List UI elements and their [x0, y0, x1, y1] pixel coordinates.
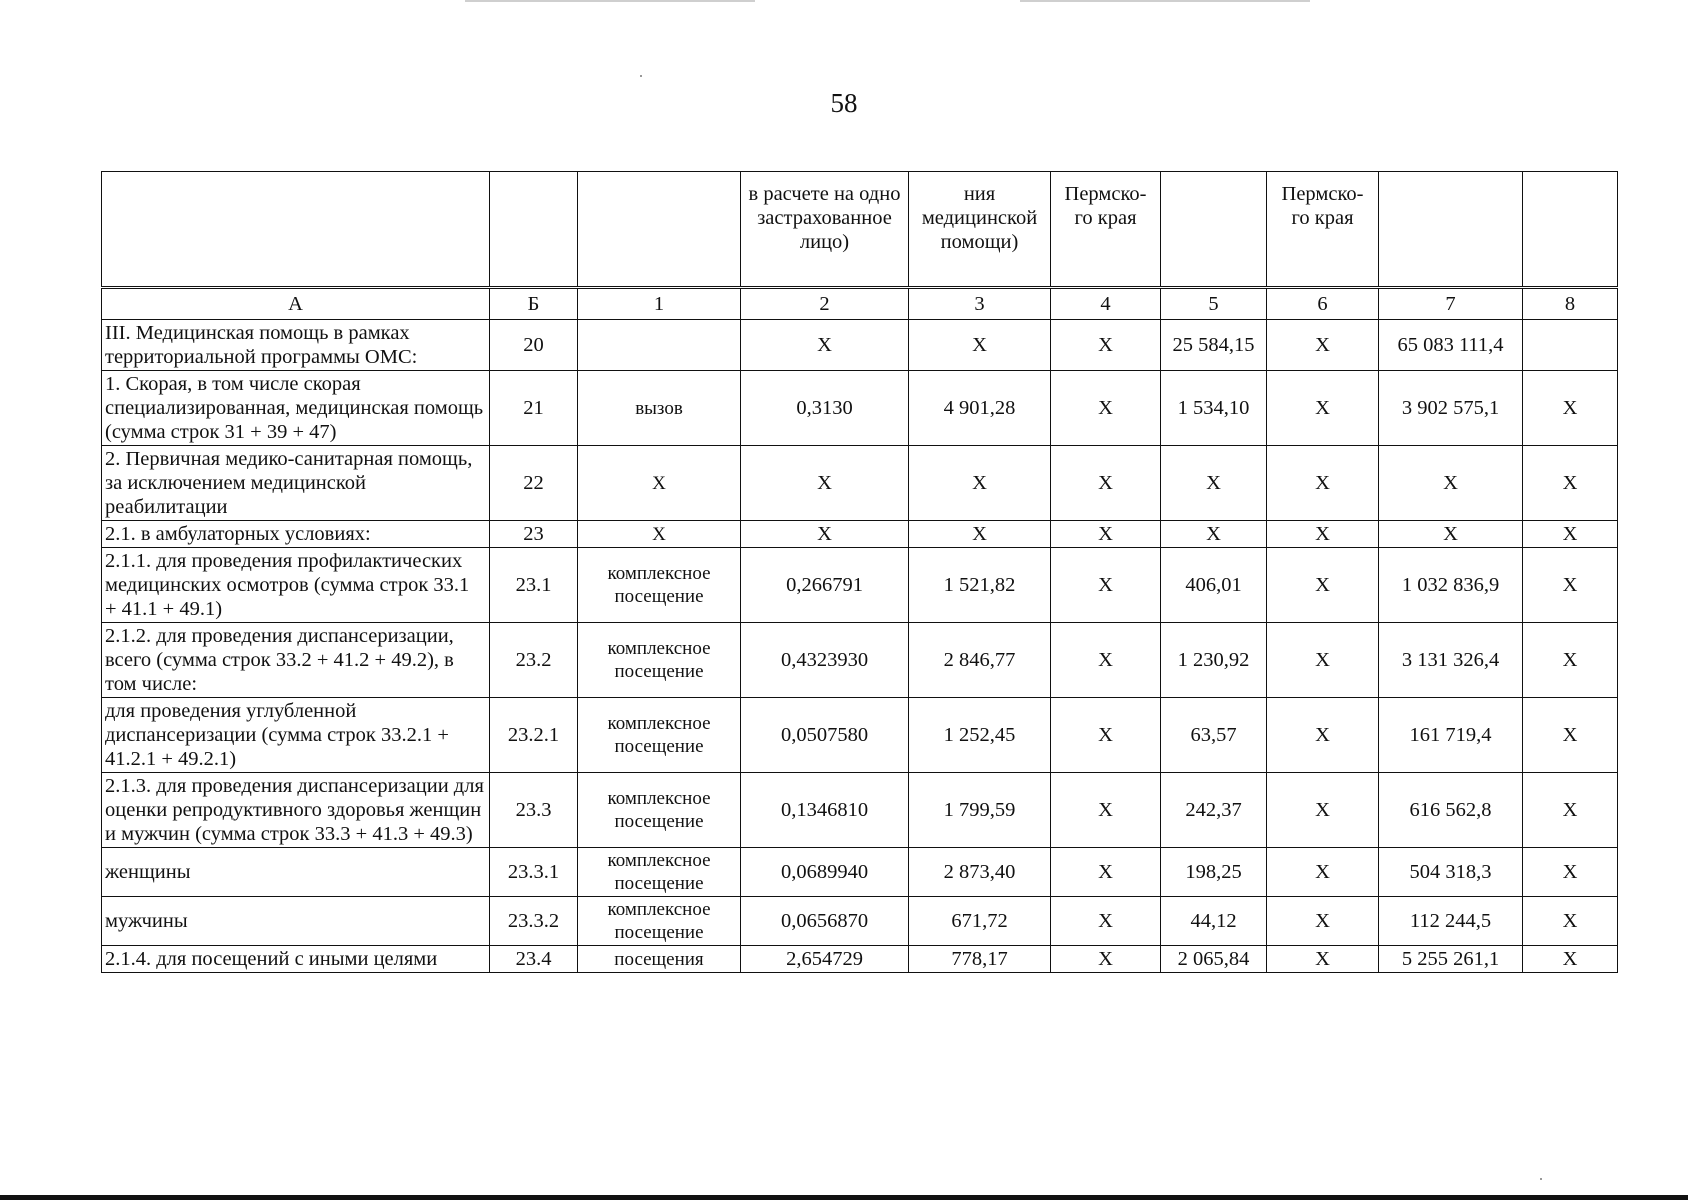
cell-col-2: 0,4323930 — [741, 623, 909, 698]
cell-col-6: X — [1267, 773, 1379, 848]
cell-col-2: 0,0507580 — [741, 698, 909, 773]
cell-col-8: X — [1523, 446, 1618, 521]
table-row — [102, 521, 1618, 548]
cell-unit: вызов — [578, 371, 741, 446]
cell-col-8: 8 — [1523, 288, 1618, 320]
cell-unit: комплексное посещение — [578, 897, 741, 946]
cell-col-7: 65 083 111,4 — [1379, 320, 1523, 371]
cell-col-2: 2 — [741, 288, 909, 320]
cell-unit: комплексное посещение — [578, 698, 741, 773]
scan-bottom-edge — [0, 1195, 1688, 1200]
cell-col-4: X — [1051, 698, 1161, 773]
cell-line-number: 23.3 — [490, 773, 578, 848]
cell-col-6: X — [1267, 548, 1379, 623]
cell-col-3: X — [909, 446, 1051, 521]
scan-speck — [640, 75, 642, 77]
cell-col-6: X — [1267, 897, 1379, 946]
cell-col-7: 5 255 261,1 — [1379, 946, 1523, 973]
scan-speck — [1540, 1178, 1542, 1180]
cell-col-4: X — [1051, 946, 1161, 973]
cell-name: 2.1. в амбулаторных условиях: — [102, 521, 490, 548]
cell-col-4: X — [1051, 773, 1161, 848]
cell-col-6: X — [1267, 320, 1379, 371]
cell-name: А — [102, 288, 490, 320]
cell-col-3: X — [909, 320, 1051, 371]
cell-line-number: 23.4 — [490, 946, 578, 973]
cell-col-2: X — [741, 521, 909, 548]
table-row — [102, 446, 1618, 521]
cell-name: 2.1.4. для посещений с иными целями — [102, 946, 490, 973]
cell-col-2: 0,3130 — [741, 371, 909, 446]
cell-name: 1. Скорая, в том числе скорая специализированная, медицинская помощь (сумма строк 31 + 39 + 47) — [102, 371, 490, 446]
cell-col-5: X — [1161, 521, 1267, 548]
cell-col-2: 0,0656870 — [741, 897, 909, 946]
cell-col-7: 3 131 326,4 — [1379, 623, 1523, 698]
cell-name: мужчины — [102, 897, 490, 946]
cell-col-2: в расчете на одно застрахованное лицо) — [741, 172, 909, 288]
cell-col-2: 0,266791 — [741, 548, 909, 623]
cell-line-number: 22 — [490, 446, 578, 521]
cell-unit: комплексное посещение — [578, 848, 741, 897]
cell-unit: X — [578, 446, 741, 521]
cell-name: 2.1.1. для проведения профилактических медицинских осмотров (сумма строк 33.1 + 41.1 + 49.1) — [102, 548, 490, 623]
cell-name: для проведения углубленной диспансеризации (сумма строк 33.2.1 + 41.2.1 + 49.2.1) — [102, 698, 490, 773]
cell-col-6: 6 — [1267, 288, 1379, 320]
cell-line-number: 23.3.2 — [490, 897, 578, 946]
cell-col-5: 406,01 — [1161, 548, 1267, 623]
table-row — [102, 320, 1618, 371]
cell-col-7 — [1379, 172, 1523, 288]
cell-col-6: Пермско- го края — [1267, 172, 1379, 288]
cell-col-5: 198,25 — [1161, 848, 1267, 897]
cell-col-7: X — [1379, 446, 1523, 521]
cell-col-8 — [1523, 172, 1618, 288]
cell-col-5: 63,57 — [1161, 698, 1267, 773]
cell-unit: комплексное посещение — [578, 623, 741, 698]
cell-col-8: X — [1523, 548, 1618, 623]
cell-col-8: X — [1523, 897, 1618, 946]
cell-col-3: 3 — [909, 288, 1051, 320]
cell-col-7: 112 244,5 — [1379, 897, 1523, 946]
cell-unit: 1 — [578, 288, 741, 320]
cell-col-2: 0,1346810 — [741, 773, 909, 848]
cell-col-8: X — [1523, 521, 1618, 548]
cell-col-3: 671,72 — [909, 897, 1051, 946]
cell-col-7: 161 719,4 — [1379, 698, 1523, 773]
cell-line-number: 23.3.1 — [490, 848, 578, 897]
cell-col-7: 1 032 836,9 — [1379, 548, 1523, 623]
table-row — [102, 548, 1618, 623]
cell-col-4: X — [1051, 623, 1161, 698]
cell-col-6: X — [1267, 698, 1379, 773]
cell-col-3: ния медицинской помощи) — [909, 172, 1051, 288]
cell-line-number: 23 — [490, 521, 578, 548]
cell-col-4: X — [1051, 548, 1161, 623]
cell-col-6: X — [1267, 946, 1379, 973]
cell-col-8: X — [1523, 848, 1618, 897]
cell-unit: посещения — [578, 946, 741, 973]
cell-col-4: 4 — [1051, 288, 1161, 320]
table-row — [102, 848, 1618, 897]
cell-col-5: X — [1161, 446, 1267, 521]
column-index-row — [102, 288, 1618, 320]
cell-unit: комплексное посещение — [578, 548, 741, 623]
cell-line-number: 21 — [490, 371, 578, 446]
cell-line-number: 23.1 — [490, 548, 578, 623]
table-row — [102, 371, 1618, 446]
table-row — [102, 773, 1618, 848]
cell-col-3: 1 521,82 — [909, 548, 1051, 623]
cell-col-3: 4 901,28 — [909, 371, 1051, 446]
cell-col-2: X — [741, 320, 909, 371]
cell-col-4: X — [1051, 897, 1161, 946]
cell-col-3: 1 252,45 — [909, 698, 1051, 773]
cell-col-2: X — [741, 446, 909, 521]
cell-col-3: 2 873,40 — [909, 848, 1051, 897]
cell-unit — [578, 172, 741, 288]
cell-col-8: X — [1523, 623, 1618, 698]
cell-name — [102, 172, 490, 288]
cell-col-6: X — [1267, 623, 1379, 698]
cell-col-6: X — [1267, 848, 1379, 897]
cell-col-7: 3 902 575,1 — [1379, 371, 1523, 446]
cell-col-6: X — [1267, 371, 1379, 446]
cell-col-4: X — [1051, 371, 1161, 446]
cell-col-8 — [1523, 320, 1618, 371]
cell-col-7: 7 — [1379, 288, 1523, 320]
cell-line-number: Б — [490, 288, 578, 320]
page-number: 58 — [830, 88, 858, 118]
cell-col-8: X — [1523, 773, 1618, 848]
data-table — [101, 171, 1618, 973]
cell-col-7: X — [1379, 521, 1523, 548]
cell-line-number: 20 — [490, 320, 578, 371]
cell-col-4: X — [1051, 848, 1161, 897]
cell-col-8: X — [1523, 371, 1618, 446]
data-table-container — [101, 171, 1617, 973]
cell-col-4: X — [1051, 320, 1161, 371]
cell-name: женщины — [102, 848, 490, 897]
cell-name: 2.1.2. для проведения диспансеризации, всего (сумма строк 33.2 + 41.2 + 49.2), в том числе: — [102, 623, 490, 698]
cell-line-number: 23.2 — [490, 623, 578, 698]
cell-col-5: 1 534,10 — [1161, 371, 1267, 446]
cell-col-5 — [1161, 172, 1267, 288]
cell-name: III. Медицинская помощь в рамках территориальной программы ОМС: — [102, 320, 490, 371]
cell-col-2: 0,0689940 — [741, 848, 909, 897]
cell-col-6: X — [1267, 446, 1379, 521]
cell-col-6: X — [1267, 521, 1379, 548]
cell-col-4: X — [1051, 446, 1161, 521]
scan-artifact — [465, 0, 755, 2]
table-row — [102, 897, 1618, 946]
cell-col-3: 1 799,59 — [909, 773, 1051, 848]
cell-col-5: 5 — [1161, 288, 1267, 320]
table-row — [102, 698, 1618, 773]
cell-line-number — [490, 172, 578, 288]
cell-name: 2. Первичная медико-санитарная помощь, за исключением медицинской реабилитации — [102, 446, 490, 521]
cell-col-5: 44,12 — [1161, 897, 1267, 946]
cell-col-2: 2,654729 — [741, 946, 909, 973]
table-row — [102, 946, 1618, 973]
cell-unit: комплексное посещение — [578, 773, 741, 848]
cell-col-5: 2 065,84 — [1161, 946, 1267, 973]
cell-col-4: Пермско- го края — [1051, 172, 1161, 288]
cell-col-3: 2 846,77 — [909, 623, 1051, 698]
scan-artifact — [1020, 0, 1310, 2]
cell-col-5: 1 230,92 — [1161, 623, 1267, 698]
table-body — [102, 172, 1618, 973]
cell-unit: X — [578, 521, 741, 548]
cell-col-7: 616 562,8 — [1379, 773, 1523, 848]
cell-col-5: 25 584,15 — [1161, 320, 1267, 371]
cell-name: 2.1.3. для проведения диспансеризации для оценки репродуктивного здоровья женщин и мужчин (сумма строк 33.3 + 41.3 + 49.3) — [102, 773, 490, 848]
cell-col-8: X — [1523, 698, 1618, 773]
cell-col-8: X — [1523, 946, 1618, 973]
cell-col-5: 242,37 — [1161, 773, 1267, 848]
cell-col-7: 504 318,3 — [1379, 848, 1523, 897]
cell-col-4: X — [1051, 521, 1161, 548]
cell-col-3: X — [909, 521, 1051, 548]
cell-line-number: 23.2.1 — [490, 698, 578, 773]
table-row — [102, 623, 1618, 698]
header-row — [102, 172, 1618, 288]
cell-col-3: 778,17 — [909, 946, 1051, 973]
cell-unit — [578, 320, 741, 371]
